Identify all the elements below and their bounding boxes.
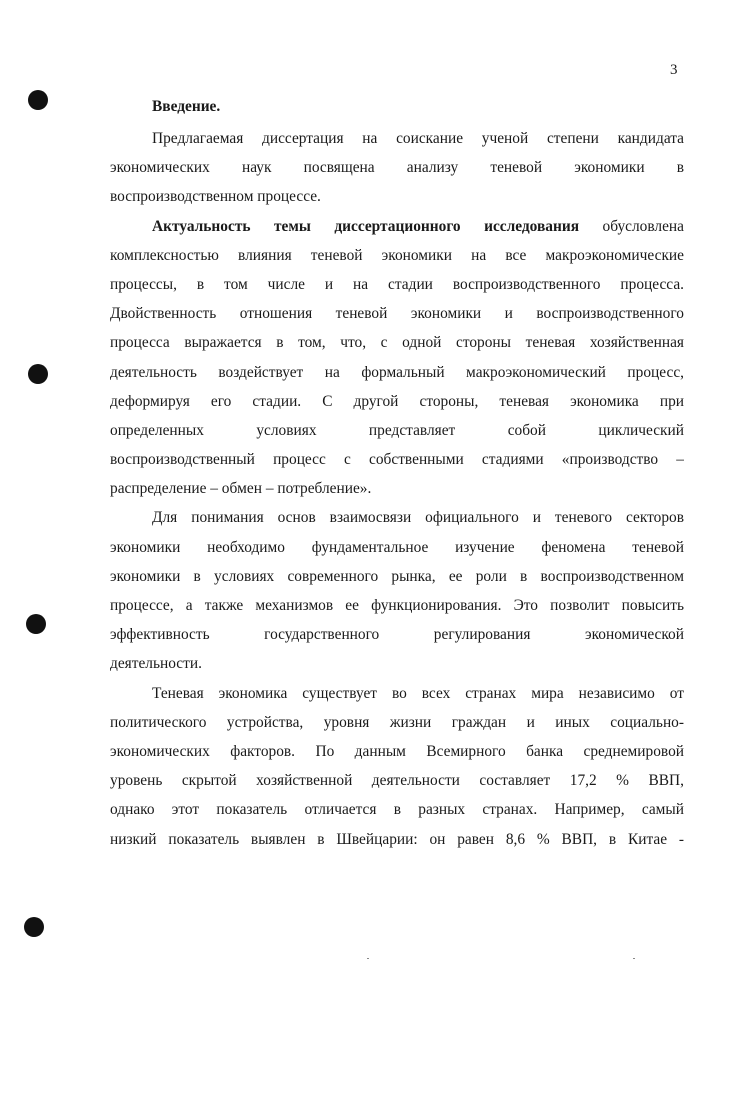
text-line: уровень скрытой хозяйственной деятельности составляет 17,2 % ВВП, xyxy=(110,772,684,790)
text-line: однако этот показатель отличается в разных странах. Например, самый xyxy=(110,801,684,819)
text-line: Предлагаемая диссертация на соискание ученой степени кандидата xyxy=(152,130,684,147)
text-line: экономических наук посвящена анализу теневой экономики в xyxy=(110,159,684,177)
binder-hole xyxy=(28,90,48,110)
text-line: Двойственность отношения теневой экономики и воспроизводственного xyxy=(110,305,684,323)
bold-lead: Актуальность темы диссертационного исследования xyxy=(152,217,580,235)
text-line: комплексностью влияния теневой экономики на все макроэкономические xyxy=(110,246,684,264)
text-line: Теневая экономика существует во всех странах мира независимо от xyxy=(152,684,684,702)
text-line: распределение – обмен – потребление». xyxy=(110,480,372,498)
text-line: низкий показатель выявлен в Швейцарии: он равен 8,6 % ВВП, в Китае - xyxy=(110,830,684,848)
text-line: деформируя его стадии. С другой стороны, теневая экономика при xyxy=(110,392,684,410)
text-line: процессы, в том числе и на стадии воспроизводственного процесса. xyxy=(110,275,684,293)
text-line: политического устройства, уровня жизни граждан и иных социально- xyxy=(110,713,684,731)
binder-hole xyxy=(28,364,48,384)
text-line: экономических факторов. По данным Всемирного банка среднемировой xyxy=(110,742,684,760)
text-line: Для понимания основ взаимосвязи официального и теневого секторов xyxy=(152,509,684,527)
text-line: экономики в условиях современного рынка, ее роли в воспроизводственном xyxy=(110,567,684,585)
text-line: эффективность государственного регулирования экономической xyxy=(110,626,684,644)
text-line: деятельность воздействует на формальный макроэкономический процесс, xyxy=(110,363,684,381)
paragraph-relevance xyxy=(110,212,684,504)
scan-speck xyxy=(633,958,635,959)
text-line-rest: обусловлена xyxy=(579,217,684,235)
text-line: процесса выражается в том, что, с одной стороны теневая хозяйственная xyxy=(110,334,684,352)
binder-hole xyxy=(26,614,46,634)
scan-speck xyxy=(367,958,369,959)
text-line xyxy=(110,212,684,241)
binder-hole xyxy=(24,917,44,937)
section-heading: Введение. xyxy=(152,98,221,115)
text-line: воспроизводственном процессе. xyxy=(110,188,321,206)
paragraph-intro xyxy=(110,124,684,212)
text-line: определенных условиях представляет собой циклический xyxy=(110,421,684,439)
text-line: процессе, а также механизмов ее функционирования. Это позволит повысить xyxy=(110,597,684,614)
paragraph-shadow-economy xyxy=(110,679,684,854)
text-line: воспроизводственный процесс с собственными стадиями «производство – xyxy=(110,451,684,469)
paragraph-understanding xyxy=(110,503,684,678)
page-number: 3 xyxy=(670,62,678,78)
text-line: экономики необходимо фундаментальное изучение феномена теневой xyxy=(110,538,684,556)
document-body xyxy=(110,94,684,854)
text-line: деятельности. xyxy=(110,655,202,673)
